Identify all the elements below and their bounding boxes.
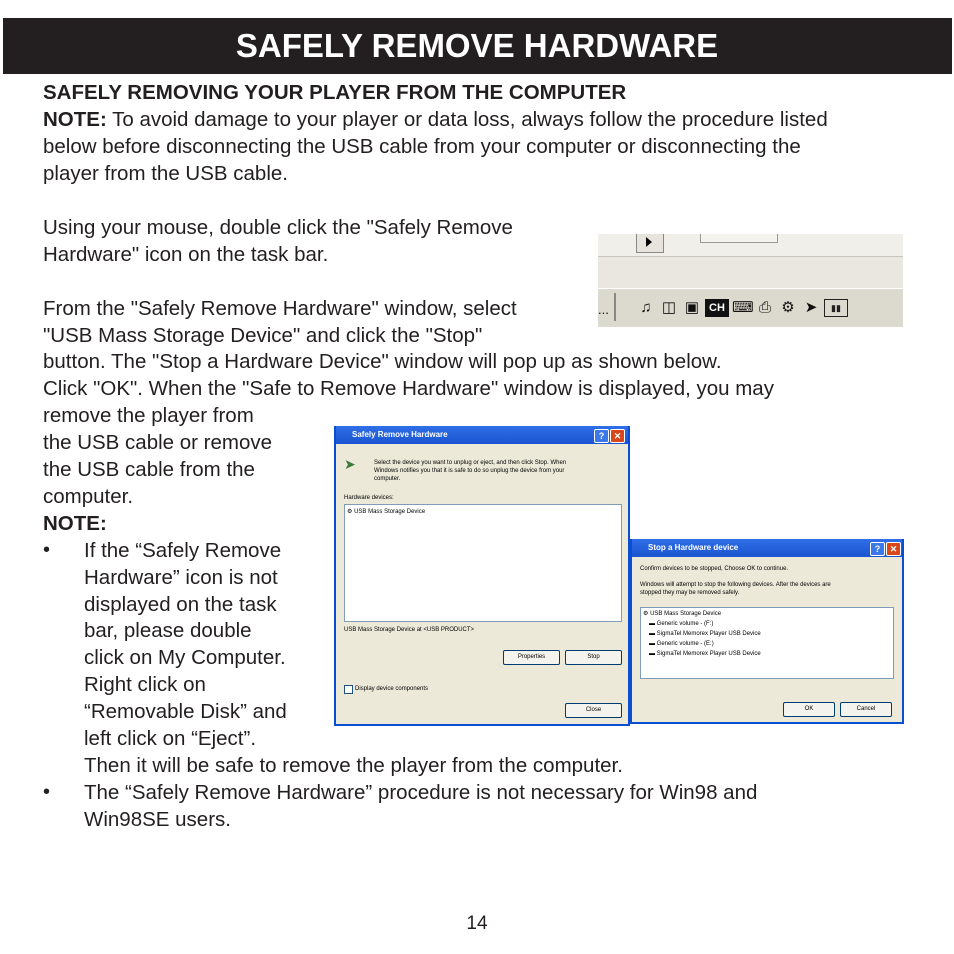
bullet-2-line-1: The “Safely Remove Hardware” procedure is not necessary for Win98 and <box>84 781 758 804</box>
device-list-item[interactable] <box>347 508 425 516</box>
instruction-line-2: Windows notifies you that it is safe to do so unplug the device from your <box>374 468 565 474</box>
bullet-1-line-8: left click on “Eject”. <box>84 727 257 750</box>
help-button[interactable]: ? <box>870 542 885 556</box>
hardware-devices-list[interactable] <box>344 504 622 622</box>
section-heading: SAFELY REMOVING YOUR PLAYER FROM THE COMPUTER <box>43 81 627 104</box>
list-item <box>649 640 714 648</box>
ok-button[interactable]: OK <box>783 702 835 717</box>
page-title: SAFELY REMOVE HARDWARE <box>235 27 719 64</box>
info-line-2: stopped they may be removed safely. <box>640 590 740 596</box>
step1-line-2: Hardware" icon on the task bar. <box>43 243 329 266</box>
list-item <box>649 620 713 628</box>
safely-remove-icon: ➤ <box>344 456 356 472</box>
bullet-1-line-5: click on My Computer. <box>84 646 286 669</box>
network-icon[interactable]: ⚙ <box>781 299 795 316</box>
note-label: NOTE: <box>43 108 107 131</box>
device-name: USB Mass Storage Device <box>650 611 722 617</box>
drive-icon: ▬ <box>649 651 655 657</box>
safely-remove-title: Safely Remove Hardware <box>352 430 448 439</box>
drive-icon: ▬ <box>649 631 655 637</box>
drive-icon: ▬ <box>649 621 655 627</box>
device-name: Generic volume - (F:) <box>656 621 714 627</box>
display-components-checkbox[interactable] <box>344 685 353 694</box>
safely-remove-icon[interactable]: ➤ <box>804 299 818 316</box>
usb-device-icon[interactable]: ◫ <box>661 299 677 316</box>
stop-device-titlebar <box>632 539 902 557</box>
keyboard-icon[interactable]: ⌨ <box>732 299 754 316</box>
device-location-text: USB Mass Storage Device at <USB PRODUCT> <box>344 627 475 633</box>
info-line-1: Windows will attempt to stop the following devices. After the devices are <box>640 582 831 588</box>
device-name: SigmaTel Memorex Player USB Device <box>656 651 761 657</box>
printer-icon[interactable]: ⎙ <box>758 299 771 316</box>
bullet-1-line-4: bar, please double <box>84 619 252 642</box>
taskbar-field <box>700 234 778 243</box>
usb-device-icon: ⚙ <box>643 611 649 617</box>
step2-line-8: computer. <box>43 485 134 508</box>
taskbar-separator <box>614 293 616 321</box>
safely-remove-dialog <box>334 426 630 726</box>
speaker-icon[interactable]: ♫ <box>640 299 652 316</box>
note2-label: NOTE: <box>43 512 107 535</box>
bullet-2-marker: • <box>43 781 51 803</box>
step2-line-7: the USB cable from the <box>43 458 255 481</box>
hardware-devices-label: Hardware devices: <box>344 495 394 501</box>
properties-button[interactable]: Properties <box>503 650 560 665</box>
bullet-1-line-7: “Removable Disk” and <box>84 700 287 723</box>
cancel-button[interactable]: Cancel <box>840 702 892 717</box>
scroll-right-arrow-icon <box>646 237 652 247</box>
page-number: 14 <box>466 913 488 934</box>
help-button[interactable]: ? <box>594 429 609 443</box>
stop-button[interactable]: Stop <box>565 650 622 665</box>
step2-line-5: remove the player from <box>43 404 254 427</box>
step1-line-1: Using your mouse, double click the "Safely Remove <box>43 216 513 239</box>
device-name: SigmaTel Memorex Player USB Device <box>656 631 761 637</box>
instruction-line-1: Select the device you want to unplug or eject, and then click Stop. When <box>374 460 567 466</box>
step2-line-1: From the "Safely Remove Hardware" window, select <box>43 297 517 320</box>
close-button[interactable]: Close <box>565 703 622 718</box>
bullet-1-line-9: Then it will be safe to remove the player from the computer. <box>84 754 623 777</box>
window-icon[interactable]: ▣ <box>684 299 700 316</box>
stop-device-title: Stop a Hardware device <box>648 543 739 552</box>
bullet-1-line-3: displayed on the task <box>84 593 277 616</box>
step2-line-6: the USB cable or remove <box>43 431 273 454</box>
note-paragraph-line-3: player from the USB cable. <box>43 162 288 185</box>
system-tray <box>636 296 848 320</box>
note-text: To avoid damage to your player or data loss, always follow the procedure listed <box>106 108 828 131</box>
list-item <box>649 650 761 658</box>
display-components-label: Display device components <box>355 686 429 692</box>
safely-remove-titlebar <box>336 426 628 444</box>
stop-device-dialog <box>630 539 904 724</box>
confirm-text: Confirm devices to be stopped, Choose OK to continue. <box>640 566 789 572</box>
devices-to-stop-list[interactable] <box>640 607 894 679</box>
step2-line-2: "USB Mass Storage Device" and click the "Stop" <box>43 324 483 347</box>
list-item <box>649 630 761 638</box>
taskbar-ellipsis: ... <box>598 302 609 317</box>
step2-line-4: Click "OK". When the "Safe to Remove Hardware" window is displayed, you may <box>43 377 774 400</box>
device-item-label: USB Mass Storage Device <box>354 509 426 515</box>
list-item <box>643 610 721 618</box>
close-icon[interactable]: ✕ <box>610 429 625 443</box>
device-name: Generic volume - (E:) <box>656 641 714 647</box>
bullet-1-line-6: Right click on <box>84 673 206 696</box>
close-icon[interactable]: ✕ <box>886 542 901 556</box>
ch-language-icon[interactable]: CH <box>705 299 729 317</box>
bullet-1-marker: • <box>43 539 51 561</box>
step2-line-3: button. The "Stop a Hardware Device" window will pop up as shown below. <box>43 350 722 373</box>
bullet-1-line-1: If the “Safely Remove <box>84 539 282 562</box>
drive-icon: ▬ <box>649 641 655 647</box>
instruction-line-3: computer. <box>374 476 401 482</box>
battery-icon[interactable]: ▮▮ <box>824 299 848 317</box>
bullet-1-line-2: Hardware” icon is not <box>84 566 278 589</box>
note-paragraph-line-2: below before disconnecting the USB cable from your computer or disconnecting the <box>43 135 801 158</box>
bullet-2-line-2: Win98SE users. <box>84 808 231 831</box>
usb-device-icon: ⚙ <box>347 509 353 515</box>
note-paragraph-line-1 <box>43 106 828 133</box>
